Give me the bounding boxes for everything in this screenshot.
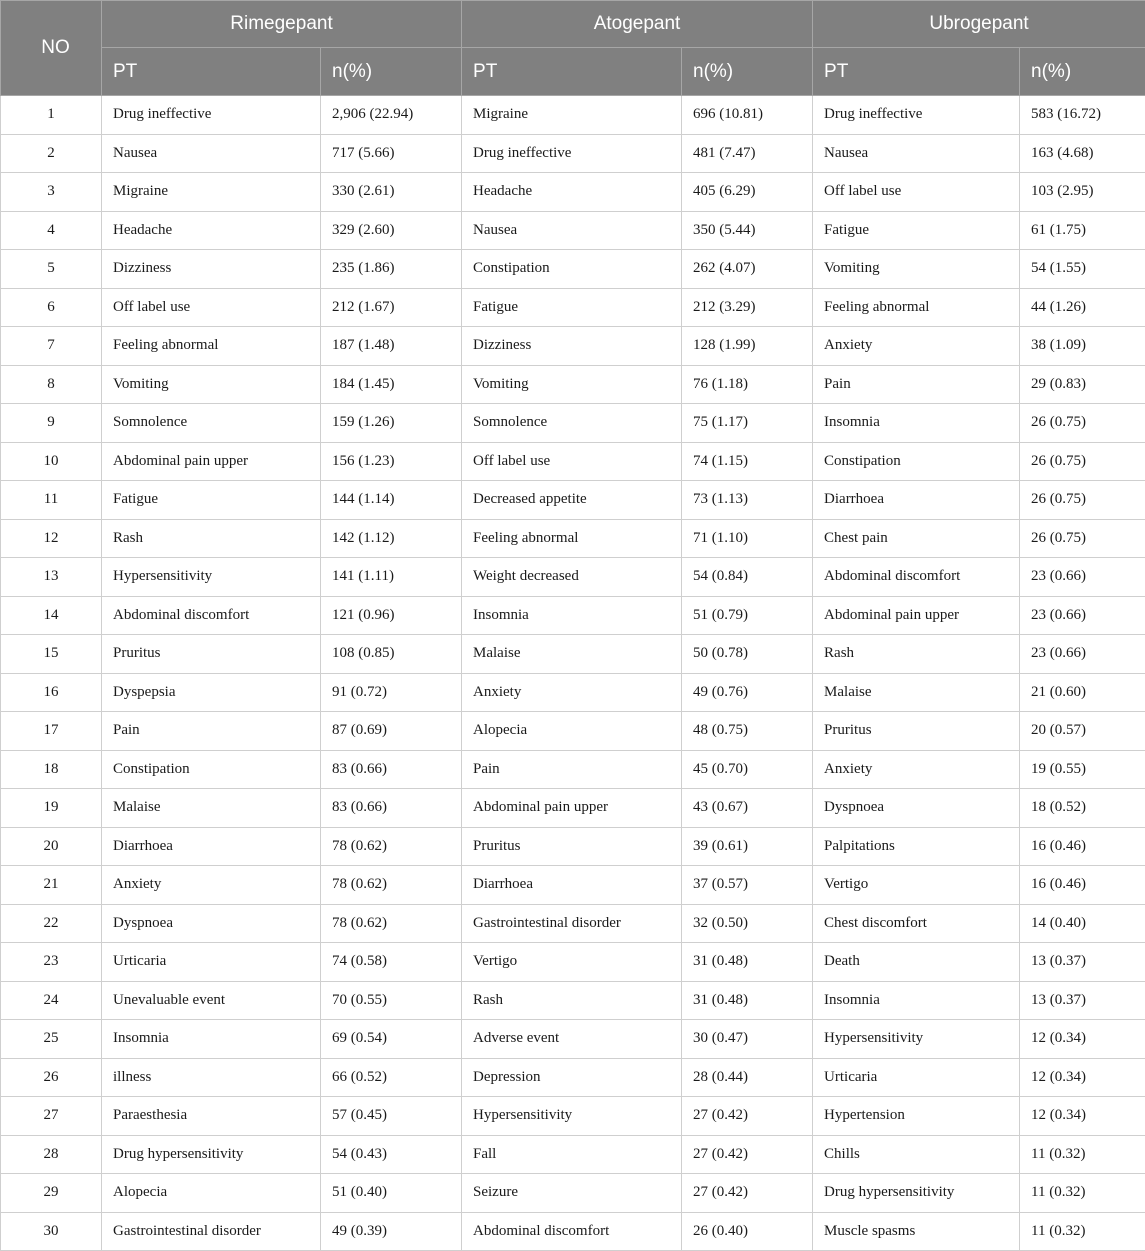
table-row xyxy=(1,1058,1145,1097)
rimegepant-pt-cell: Insomnia xyxy=(102,1020,321,1059)
ubrogepant-pt-cell: Nausea xyxy=(813,134,1020,173)
drug-header-ubrogepant: Ubrogepant xyxy=(813,1,1145,48)
atogepant-pt-cell: Weight decreased xyxy=(462,558,682,597)
table-row xyxy=(1,1212,1145,1251)
rimegepant-pt-cell: Diarrhoea xyxy=(102,827,321,866)
atogepant-pt-cell: Migraine xyxy=(462,96,682,135)
atogepant-pt-cell: Vomiting xyxy=(462,365,682,404)
ubrogepant-count-cell: 19 (0.55) xyxy=(1020,750,1145,789)
atogepant-count-cell: 262 (4.07) xyxy=(682,250,813,289)
ubrogepant-count-cell: 23 (0.66) xyxy=(1020,596,1145,635)
atogepant-count-cell: 48 (0.75) xyxy=(682,712,813,751)
ubrogepant-count-cell: 583 (16.72) xyxy=(1020,96,1145,135)
table-row xyxy=(1,1020,1145,1059)
rimegepant-pt-cell: Nausea xyxy=(102,134,321,173)
ubrogepant-count-cell: 18 (0.52) xyxy=(1020,789,1145,828)
atogepant-count-cell: 45 (0.70) xyxy=(682,750,813,789)
row-number: 17 xyxy=(1,712,102,751)
rimegepant-pt-cell: Abdominal discomfort xyxy=(102,596,321,635)
rimegepant-pt-cell: Drug ineffective xyxy=(102,96,321,135)
ubrogepant-pt-cell: Vertigo xyxy=(813,866,1020,905)
ubrogepant-count-cell: 13 (0.37) xyxy=(1020,981,1145,1020)
row-number: 28 xyxy=(1,1135,102,1174)
pt-column-header: PT xyxy=(102,48,321,96)
ubrogepant-pt-cell: Vomiting xyxy=(813,250,1020,289)
row-number: 26 xyxy=(1,1058,102,1097)
table-row xyxy=(1,519,1145,558)
ubrogepant-pt-cell: Drug ineffective xyxy=(813,96,1020,135)
pt-column-header: PT xyxy=(813,48,1020,96)
rimegepant-pt-cell: Paraesthesia xyxy=(102,1097,321,1136)
rimegepant-pt-cell: Urticaria xyxy=(102,943,321,982)
rimegepant-pt-cell: Drug hypersensitivity xyxy=(102,1135,321,1174)
row-number: 20 xyxy=(1,827,102,866)
atogepant-pt-cell: Fall xyxy=(462,1135,682,1174)
atogepant-count-cell: 74 (1.15) xyxy=(682,442,813,481)
row-number: 6 xyxy=(1,288,102,327)
atogepant-count-cell: 350 (5.44) xyxy=(682,211,813,250)
ubrogepant-pt-cell: Insomnia xyxy=(813,404,1020,443)
ubrogepant-count-cell: 23 (0.66) xyxy=(1020,635,1145,674)
atogepant-pt-cell: Insomnia xyxy=(462,596,682,635)
atogepant-count-cell: 75 (1.17) xyxy=(682,404,813,443)
rimegepant-pt-cell: Fatigue xyxy=(102,481,321,520)
rimegepant-count-cell: 83 (0.66) xyxy=(321,789,462,828)
atogepant-pt-cell: Off label use xyxy=(462,442,682,481)
atogepant-count-cell: 27 (0.42) xyxy=(682,1174,813,1213)
table-row xyxy=(1,827,1145,866)
ubrogepant-count-cell: 12 (0.34) xyxy=(1020,1020,1145,1059)
ubrogepant-count-cell: 29 (0.83) xyxy=(1020,365,1145,404)
ubrogepant-count-cell: 26 (0.75) xyxy=(1020,442,1145,481)
atogepant-count-cell: 481 (7.47) xyxy=(682,134,813,173)
row-number: 2 xyxy=(1,134,102,173)
atogepant-count-cell: 27 (0.42) xyxy=(682,1097,813,1136)
atogepant-pt-cell: Pruritus xyxy=(462,827,682,866)
rimegepant-pt-cell: Somnolence xyxy=(102,404,321,443)
ubrogepant-pt-cell: Anxiety xyxy=(813,327,1020,366)
ubrogepant-pt-cell: Constipation xyxy=(813,442,1020,481)
atogepant-pt-cell: Fatigue xyxy=(462,288,682,327)
atogepant-pt-cell: Adverse event xyxy=(462,1020,682,1059)
table-row xyxy=(1,750,1145,789)
rimegepant-count-cell: 108 (0.85) xyxy=(321,635,462,674)
rimegepant-pt-cell: Rash xyxy=(102,519,321,558)
table-row xyxy=(1,558,1145,597)
ubrogepant-pt-cell: Muscle spasms xyxy=(813,1212,1020,1251)
rimegepant-count-cell: 49 (0.39) xyxy=(321,1212,462,1251)
rimegepant-count-cell: 2,906 (22.94) xyxy=(321,96,462,135)
ubrogepant-count-cell: 26 (0.75) xyxy=(1020,481,1145,520)
rimegepant-count-cell: 156 (1.23) xyxy=(321,442,462,481)
atogepant-count-cell: 31 (0.48) xyxy=(682,943,813,982)
table-row xyxy=(1,789,1145,828)
row-number: 15 xyxy=(1,635,102,674)
atogepant-pt-cell: Decreased appetite xyxy=(462,481,682,520)
row-number: 11 xyxy=(1,481,102,520)
ubrogepant-count-cell: 16 (0.46) xyxy=(1020,827,1145,866)
atogepant-count-cell: 54 (0.84) xyxy=(682,558,813,597)
ubrogepant-count-cell: 61 (1.75) xyxy=(1020,211,1145,250)
table-row xyxy=(1,904,1145,943)
n-column-header: n(%) xyxy=(682,48,813,96)
table-row xyxy=(1,1135,1145,1174)
atogepant-pt-cell: Feeling abnormal xyxy=(462,519,682,558)
rimegepant-count-cell: 329 (2.60) xyxy=(321,211,462,250)
atogepant-count-cell: 26 (0.40) xyxy=(682,1212,813,1251)
rimegepant-pt-cell: Constipation xyxy=(102,750,321,789)
atogepant-pt-cell: Pain xyxy=(462,750,682,789)
row-number: 3 xyxy=(1,173,102,212)
row-number: 9 xyxy=(1,404,102,443)
atogepant-pt-cell: Vertigo xyxy=(462,943,682,982)
atogepant-count-cell: 43 (0.67) xyxy=(682,789,813,828)
ubrogepant-pt-cell: Insomnia xyxy=(813,981,1020,1020)
ubrogepant-count-cell: 103 (2.95) xyxy=(1020,173,1145,212)
table-row xyxy=(1,211,1145,250)
rimegepant-count-cell: 717 (5.66) xyxy=(321,134,462,173)
rimegepant-pt-cell: Migraine xyxy=(102,173,321,212)
ubrogepant-pt-cell: Chills xyxy=(813,1135,1020,1174)
ubrogepant-pt-cell: Off label use xyxy=(813,173,1020,212)
rimegepant-pt-cell: Unevaluable event xyxy=(102,981,321,1020)
atogepant-count-cell: 128 (1.99) xyxy=(682,327,813,366)
ubrogepant-pt-cell: Feeling abnormal xyxy=(813,288,1020,327)
ubrogepant-pt-cell: Dyspnoea xyxy=(813,789,1020,828)
rimegepant-pt-cell: illness xyxy=(102,1058,321,1097)
rimegepant-pt-cell: Abdominal pain upper xyxy=(102,442,321,481)
rimegepant-count-cell: 87 (0.69) xyxy=(321,712,462,751)
ubrogepant-pt-cell: Diarrhoea xyxy=(813,481,1020,520)
table-row xyxy=(1,596,1145,635)
rimegepant-pt-cell: Alopecia xyxy=(102,1174,321,1213)
row-number: 12 xyxy=(1,519,102,558)
rimegepant-count-cell: 121 (0.96) xyxy=(321,596,462,635)
atogepant-pt-cell: Nausea xyxy=(462,211,682,250)
atogepant-count-cell: 37 (0.57) xyxy=(682,866,813,905)
row-number: 30 xyxy=(1,1212,102,1251)
table-row xyxy=(1,943,1145,982)
n-column-header: n(%) xyxy=(1020,48,1145,96)
rimegepant-pt-cell: Anxiety xyxy=(102,866,321,905)
no-column-header: NO xyxy=(1,1,102,96)
ubrogepant-pt-cell: Rash xyxy=(813,635,1020,674)
rimegepant-count-cell: 78 (0.62) xyxy=(321,827,462,866)
ubrogepant-pt-cell: Hypertension xyxy=(813,1097,1020,1136)
table-row xyxy=(1,404,1145,443)
atogepant-count-cell: 71 (1.10) xyxy=(682,519,813,558)
rimegepant-count-cell: 78 (0.62) xyxy=(321,866,462,905)
ubrogepant-count-cell: 21 (0.60) xyxy=(1020,673,1145,712)
atogepant-pt-cell: Headache xyxy=(462,173,682,212)
ubrogepant-pt-cell: Urticaria xyxy=(813,1058,1020,1097)
ubrogepant-count-cell: 11 (0.32) xyxy=(1020,1135,1145,1174)
row-number: 18 xyxy=(1,750,102,789)
atogepant-pt-cell: Drug ineffective xyxy=(462,134,682,173)
rimegepant-count-cell: 144 (1.14) xyxy=(321,481,462,520)
drug-header-atogepant: Atogepant xyxy=(462,1,813,48)
rimegepant-pt-cell: Malaise xyxy=(102,789,321,828)
table-row xyxy=(1,712,1145,751)
ubrogepant-count-cell: 163 (4.68) xyxy=(1020,134,1145,173)
atogepant-pt-cell: Alopecia xyxy=(462,712,682,751)
rimegepant-pt-cell: Dyspnoea xyxy=(102,904,321,943)
table-row xyxy=(1,1097,1145,1136)
rimegepant-count-cell: 141 (1.11) xyxy=(321,558,462,597)
atogepant-pt-cell: Constipation xyxy=(462,250,682,289)
rimegepant-pt-cell: Pruritus xyxy=(102,635,321,674)
ubrogepant-count-cell: 12 (0.34) xyxy=(1020,1058,1145,1097)
rimegepant-count-cell: 159 (1.26) xyxy=(321,404,462,443)
table-row xyxy=(1,1174,1145,1213)
table-row xyxy=(1,442,1145,481)
ubrogepant-pt-cell: Chest pain xyxy=(813,519,1020,558)
atogepant-pt-cell: Depression xyxy=(462,1058,682,1097)
rimegepant-count-cell: 83 (0.66) xyxy=(321,750,462,789)
atogepant-count-cell: 696 (10.81) xyxy=(682,96,813,135)
rimegepant-count-cell: 212 (1.67) xyxy=(321,288,462,327)
table-row xyxy=(1,173,1145,212)
n-column-header: n(%) xyxy=(321,48,462,96)
ubrogepant-count-cell: 11 (0.32) xyxy=(1020,1212,1145,1251)
atogepant-pt-cell: Abdominal pain upper xyxy=(462,789,682,828)
table-row xyxy=(1,327,1145,366)
row-number: 8 xyxy=(1,365,102,404)
ubrogepant-pt-cell: Pain xyxy=(813,365,1020,404)
rimegepant-count-cell: 184 (1.45) xyxy=(321,365,462,404)
ubrogepant-count-cell: 44 (1.26) xyxy=(1020,288,1145,327)
atogepant-count-cell: 32 (0.50) xyxy=(682,904,813,943)
ubrogepant-pt-cell: Death xyxy=(813,943,1020,982)
rimegepant-pt-cell: Feeling abnormal xyxy=(102,327,321,366)
ubrogepant-count-cell: 13 (0.37) xyxy=(1020,943,1145,982)
rimegepant-count-cell: 78 (0.62) xyxy=(321,904,462,943)
rimegepant-pt-cell: Off label use xyxy=(102,288,321,327)
rimegepant-count-cell: 70 (0.55) xyxy=(321,981,462,1020)
ubrogepant-pt-cell: Fatigue xyxy=(813,211,1020,250)
atogepant-pt-cell: Abdominal discomfort xyxy=(462,1212,682,1251)
table-body xyxy=(1,96,1145,1251)
atogepant-count-cell: 39 (0.61) xyxy=(682,827,813,866)
rimegepant-count-cell: 330 (2.61) xyxy=(321,173,462,212)
atogepant-count-cell: 27 (0.42) xyxy=(682,1135,813,1174)
rimegepant-count-cell: 57 (0.45) xyxy=(321,1097,462,1136)
atogepant-pt-cell: Hypersensitivity xyxy=(462,1097,682,1136)
rimegepant-count-cell: 235 (1.86) xyxy=(321,250,462,289)
rimegepant-pt-cell: Dyspepsia xyxy=(102,673,321,712)
rimegepant-count-cell: 142 (1.12) xyxy=(321,519,462,558)
atogepant-pt-cell: Diarrhoea xyxy=(462,866,682,905)
ubrogepant-count-cell: 16 (0.46) xyxy=(1020,866,1145,905)
atogepant-pt-cell: Malaise xyxy=(462,635,682,674)
ubrogepant-count-cell: 23 (0.66) xyxy=(1020,558,1145,597)
rimegepant-count-cell: 74 (0.58) xyxy=(321,943,462,982)
row-number: 24 xyxy=(1,981,102,1020)
row-number: 10 xyxy=(1,442,102,481)
rimegepant-pt-cell: Pain xyxy=(102,712,321,751)
ubrogepant-pt-cell: Malaise xyxy=(813,673,1020,712)
table-row xyxy=(1,96,1145,135)
rimegepant-count-cell: 54 (0.43) xyxy=(321,1135,462,1174)
row-number: 25 xyxy=(1,1020,102,1059)
ubrogepant-pt-cell: Chest discomfort xyxy=(813,904,1020,943)
atogepant-count-cell: 405 (6.29) xyxy=(682,173,813,212)
row-number: 22 xyxy=(1,904,102,943)
ubrogepant-count-cell: 26 (0.75) xyxy=(1020,519,1145,558)
atogepant-count-cell: 76 (1.18) xyxy=(682,365,813,404)
row-number: 1 xyxy=(1,96,102,135)
ubrogepant-count-cell: 54 (1.55) xyxy=(1020,250,1145,289)
row-number: 23 xyxy=(1,943,102,982)
row-number: 21 xyxy=(1,866,102,905)
atogepant-pt-cell: Gastrointestinal disorder xyxy=(462,904,682,943)
rimegepant-pt-cell: Headache xyxy=(102,211,321,250)
row-number: 13 xyxy=(1,558,102,597)
table-row xyxy=(1,635,1145,674)
pt-column-header: PT xyxy=(462,48,682,96)
table-row xyxy=(1,365,1145,404)
atogepant-pt-cell: Rash xyxy=(462,981,682,1020)
row-number: 7 xyxy=(1,327,102,366)
ubrogepant-count-cell: 12 (0.34) xyxy=(1020,1097,1145,1136)
table-row xyxy=(1,981,1145,1020)
table-row xyxy=(1,866,1145,905)
ubrogepant-count-cell: 14 (0.40) xyxy=(1020,904,1145,943)
atogepant-pt-cell: Seizure xyxy=(462,1174,682,1213)
ubrogepant-count-cell: 11 (0.32) xyxy=(1020,1174,1145,1213)
row-number: 5 xyxy=(1,250,102,289)
rimegepant-count-cell: 51 (0.40) xyxy=(321,1174,462,1213)
rimegepant-count-cell: 187 (1.48) xyxy=(321,327,462,366)
rimegepant-pt-cell: Dizziness xyxy=(102,250,321,289)
row-number: 16 xyxy=(1,673,102,712)
ubrogepant-pt-cell: Abdominal discomfort xyxy=(813,558,1020,597)
ubrogepant-pt-cell: Anxiety xyxy=(813,750,1020,789)
row-number: 4 xyxy=(1,211,102,250)
table-header xyxy=(1,1,1145,96)
atogepant-count-cell: 73 (1.13) xyxy=(682,481,813,520)
atogepant-count-cell: 50 (0.78) xyxy=(682,635,813,674)
ubrogepant-count-cell: 26 (0.75) xyxy=(1020,404,1145,443)
row-number: 29 xyxy=(1,1174,102,1213)
ubrogepant-pt-cell: Abdominal pain upper xyxy=(813,596,1020,635)
atogepant-pt-cell: Anxiety xyxy=(462,673,682,712)
atogepant-count-cell: 30 (0.47) xyxy=(682,1020,813,1059)
table-row xyxy=(1,673,1145,712)
atogepant-pt-cell: Dizziness xyxy=(462,327,682,366)
ubrogepant-count-cell: 38 (1.09) xyxy=(1020,327,1145,366)
rimegepant-pt-cell: Vomiting xyxy=(102,365,321,404)
atogepant-count-cell: 212 (3.29) xyxy=(682,288,813,327)
ubrogepant-count-cell: 20 (0.57) xyxy=(1020,712,1145,751)
rimegepant-count-cell: 69 (0.54) xyxy=(321,1020,462,1059)
rimegepant-pt-cell: Hypersensitivity xyxy=(102,558,321,597)
table-row xyxy=(1,134,1145,173)
row-number: 27 xyxy=(1,1097,102,1136)
ubrogepant-pt-cell: Palpitations xyxy=(813,827,1020,866)
rimegepant-pt-cell: Gastrointestinal disorder xyxy=(102,1212,321,1251)
ubrogepant-pt-cell: Hypersensitivity xyxy=(813,1020,1020,1059)
row-number: 19 xyxy=(1,789,102,828)
row-number: 14 xyxy=(1,596,102,635)
ubrogepant-pt-cell: Pruritus xyxy=(813,712,1020,751)
atogepant-count-cell: 49 (0.76) xyxy=(682,673,813,712)
atogepant-count-cell: 51 (0.79) xyxy=(682,596,813,635)
table-row xyxy=(1,250,1145,289)
drug-header-rimegepant: Rimegepant xyxy=(102,1,462,48)
rimegepant-count-cell: 66 (0.52) xyxy=(321,1058,462,1097)
table-row xyxy=(1,288,1145,327)
atogepant-count-cell: 31 (0.48) xyxy=(682,981,813,1020)
rimegepant-count-cell: 91 (0.72) xyxy=(321,673,462,712)
atogepant-count-cell: 28 (0.44) xyxy=(682,1058,813,1097)
table-row xyxy=(1,481,1145,520)
ubrogepant-pt-cell: Drug hypersensitivity xyxy=(813,1174,1020,1213)
atogepant-pt-cell: Somnolence xyxy=(462,404,682,443)
